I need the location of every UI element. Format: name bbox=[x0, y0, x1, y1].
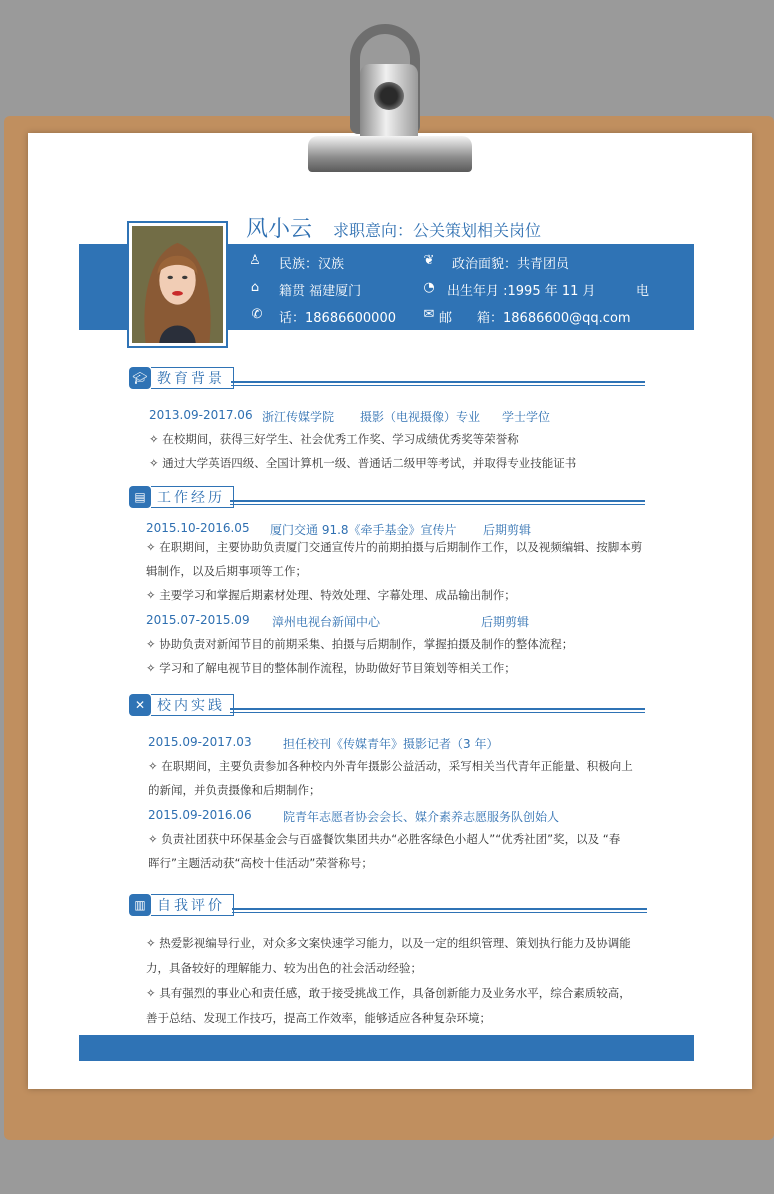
ethnicity: 民族：汉族 bbox=[279, 257, 345, 272]
tools-icon: ✕ bbox=[129, 694, 151, 716]
binder-clip bbox=[300, 24, 480, 174]
job-intent: 求职意向：公关策划相关岗位 bbox=[333, 221, 542, 240]
work-job2-line-2: ✧ 学习和了解电视节目的整体制作流程，协助做好节目策划等相关工作； bbox=[146, 661, 516, 675]
home-icon: ⌂ bbox=[250, 280, 260, 295]
mail-icon: ✉ bbox=[423, 307, 435, 322]
work-job1-line-3: ✧ 主要学习和掌握后期素材处理、特效处理、字幕处理、成品输出制作； bbox=[146, 588, 516, 602]
education-item-1: ✧ 在校期间，获得三好学生、社会优秀工作奖、学习成绩优秀奖等荣誉称 bbox=[149, 432, 519, 446]
mortarboard-icon: 🎓︎ bbox=[129, 367, 151, 389]
education-item-2: ✧ 通过大学英语四级、全国计算机一级、普通话二级甲等考试，并取得专业技能证书 bbox=[149, 456, 577, 470]
campus-item1-line-1: ✧ 在职期间，主要负责参加各种校内外青年摄影公益活动，采写相关当代青年正能量、积极向上 bbox=[148, 759, 633, 773]
phone-icon: ✆ bbox=[251, 307, 263, 322]
note-icon: ▥ bbox=[129, 894, 151, 916]
section-education-line bbox=[231, 381, 645, 386]
self-line-4: 善于总结、发现工作技巧，提高工作效率，能够适应各种复杂环境； bbox=[146, 1011, 491, 1025]
user-icon: ♙ bbox=[249, 253, 261, 268]
applicant-name: 风小云 bbox=[246, 217, 313, 242]
document-icon: ▤ bbox=[129, 486, 151, 508]
campus-item1-line-2: 的新闻，并负责摄像和后期制作； bbox=[148, 783, 321, 797]
section-campus-line bbox=[230, 708, 645, 713]
work-job2-line-1: ✧ 协助负责对新闻节目的前期采集、拍摄与后期制作，掌握拍摄及制作的整体流程； bbox=[146, 637, 574, 651]
self-line-3: ✧ 具有强烈的事业心和责任感，敢于接受挑战工作，具备创新能力及业务水平，综合素质较高， bbox=[146, 986, 631, 1000]
clock-icon: ◔ bbox=[423, 280, 435, 295]
profile-photo bbox=[127, 221, 228, 348]
footer-band bbox=[79, 1035, 694, 1061]
birth-date: 出生年月 :1995 年 11 月 bbox=[447, 284, 596, 299]
self-line-1: ✧ 热爱影视编导行业，对众多文案快速学习能力，以及一定的组织管理、策划执行能力及协调能 bbox=[146, 936, 631, 950]
tel-char: 电 bbox=[636, 284, 650, 299]
work-job1-line-1: ✧ 在职期间，主要协助负责厦门交通宣传片的前期拍摄与后期制作工作，以及视频编辑、按脚本剪 bbox=[146, 540, 643, 554]
campus-item2-line-1: ✧ 负责社团获中环保基金会与百盛餐饮集团共办“必胜客绿色小超人”“优秀社团”奖，以及 “春 bbox=[148, 832, 621, 846]
section-campus-title: ✕ 校内实践 bbox=[129, 694, 234, 716]
leaf-icon: ❦ bbox=[423, 253, 435, 268]
mail-char: 邮 bbox=[439, 311, 453, 326]
section-self-line bbox=[232, 908, 647, 913]
section-work-line bbox=[230, 500, 645, 505]
political-status: 政治面貌：共青团员 bbox=[452, 257, 570, 272]
phone-number: 话：18686600000 bbox=[279, 311, 396, 326]
work-job1-line-2: 辑制作，以及后期事项等工作； bbox=[146, 564, 307, 578]
email-address: 箱：18686600@qq.com bbox=[477, 311, 631, 326]
hometown: 籍贯 福建厦门 bbox=[279, 284, 362, 299]
section-education-title: 🎓︎ 教育背景 bbox=[129, 367, 234, 389]
campus-item2-line-2: 晖行”主题活动获“高校十佳活动”荣誉称号； bbox=[148, 856, 373, 870]
section-work-title: ▤ 工作经历 bbox=[129, 486, 234, 508]
self-line-2: 力，具备较好的理解能力、较为出色的社会活动经验； bbox=[146, 961, 422, 975]
section-self-title: ▥ 自我评价 bbox=[129, 894, 234, 916]
